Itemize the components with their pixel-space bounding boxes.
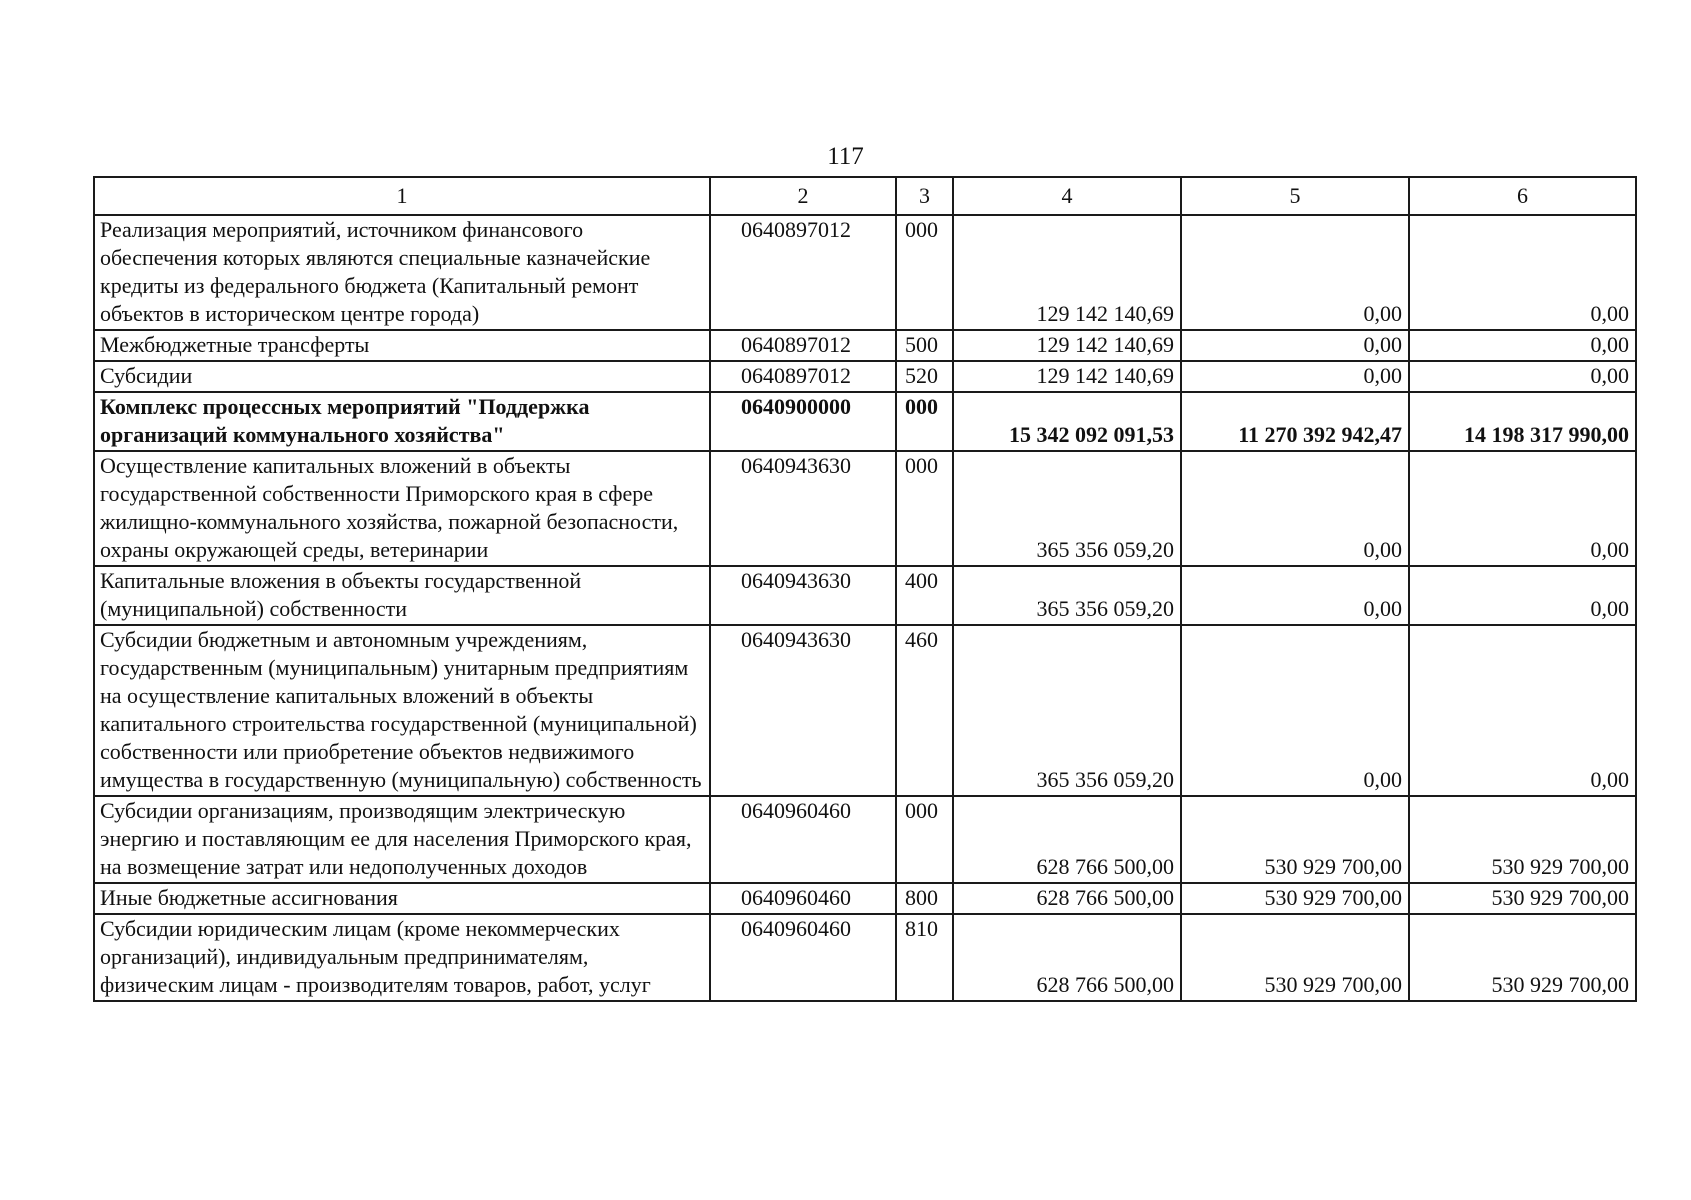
budget-table xyxy=(93,176,1637,1002)
page-number: 117 xyxy=(827,143,864,170)
row-value-6: 0,00 xyxy=(1409,625,1636,796)
row-value-5: 0,00 xyxy=(1181,330,1409,361)
row-code: 0640943630 xyxy=(710,566,896,625)
row-value-6: 530 929 700,00 xyxy=(1409,796,1636,883)
row-value-5: 0,00 xyxy=(1181,566,1409,625)
column-header: 6 xyxy=(1409,177,1636,215)
row-code: 0640897012 xyxy=(710,330,896,361)
row-value-4: 628 766 500,00 xyxy=(953,883,1181,914)
row-code: 0640900000 xyxy=(710,392,896,451)
row-type: 000 xyxy=(896,215,953,330)
table-row xyxy=(94,883,1636,914)
row-type: 810 xyxy=(896,914,953,1001)
row-value-4: 15 342 092 091,53 xyxy=(953,392,1181,451)
row-value-4: 129 142 140,69 xyxy=(953,215,1181,330)
row-type: 400 xyxy=(896,566,953,625)
row-name: Субсидии организациям, производящим электрическую энергию и поставляющим ее для населения Приморского края, на возмещение затрат или недополученных доходов xyxy=(94,796,710,883)
row-value-6: 14 198 317 990,00 xyxy=(1409,392,1636,451)
table-row xyxy=(94,361,1636,392)
row-code: 0640897012 xyxy=(710,215,896,330)
row-name: Субсидии юридическим лицам (кроме некоммерческих организаций), индивидуальным предпринимателям, физическим лицам - производителям товаров, работ, услуг xyxy=(94,914,710,1001)
row-name: Субсидии xyxy=(94,361,710,392)
row-name: Осуществление капитальных вложений в объекты государственной собственности Приморского края в сфере жилищно-коммунального хозяйства, пожарной безопасности, охраны окружающей среды, ветеринарии xyxy=(94,451,710,566)
row-code: 0640943630 xyxy=(710,451,896,566)
row-value-5: 0,00 xyxy=(1181,625,1409,796)
row-value-6: 0,00 xyxy=(1409,451,1636,566)
row-value-6: 530 929 700,00 xyxy=(1409,914,1636,1001)
row-type: 000 xyxy=(896,451,953,566)
row-value-5: 0,00 xyxy=(1181,215,1409,330)
row-value-4: 129 142 140,69 xyxy=(953,330,1181,361)
table-row xyxy=(94,566,1636,625)
row-type: 000 xyxy=(896,796,953,883)
row-code: 0640897012 xyxy=(710,361,896,392)
table-row-section-total xyxy=(94,392,1636,451)
row-type: 500 xyxy=(896,330,953,361)
column-header: 3 xyxy=(896,177,953,215)
row-name: Капитальные вложения в объекты государственной (муниципальной) собственности xyxy=(94,566,710,625)
row-value-5: 530 929 700,00 xyxy=(1181,796,1409,883)
row-name: Межбюджетные трансферты xyxy=(94,330,710,361)
row-value-4: 628 766 500,00 xyxy=(953,796,1181,883)
row-value-6: 530 929 700,00 xyxy=(1409,883,1636,914)
table-row xyxy=(94,451,1636,566)
row-type: 800 xyxy=(896,883,953,914)
row-code: 0640960460 xyxy=(710,796,896,883)
row-code: 0640960460 xyxy=(710,883,896,914)
table-row xyxy=(94,914,1636,1001)
row-value-6: 0,00 xyxy=(1409,330,1636,361)
row-value-5: 11 270 392 942,47 xyxy=(1181,392,1409,451)
row-name: Субсидии бюджетным и автономным учреждениям, государственным (муниципальным) унитарным предприятиям на осуществление капитальных вложений в объекты капитального строительства государственной (муниципальной) собственности или приобретение объектов недвижимого имущества в государственную (муниципальную) собственность xyxy=(94,625,710,796)
row-value-6: 0,00 xyxy=(1409,566,1636,625)
table-row xyxy=(94,796,1636,883)
row-code: 0640960460 xyxy=(710,914,896,1001)
row-value-5: 0,00 xyxy=(1181,361,1409,392)
column-header: 5 xyxy=(1181,177,1409,215)
table-header-row xyxy=(94,177,1636,215)
column-header: 1 xyxy=(94,177,710,215)
row-type: 000 xyxy=(896,392,953,451)
row-name: Иные бюджетные ассигнования xyxy=(94,883,710,914)
table-row xyxy=(94,215,1636,330)
row-value-4: 365 356 059,20 xyxy=(953,566,1181,625)
row-name: Комплекс процессных мероприятий "Поддержка организаций коммунального хозяйства" xyxy=(94,392,710,451)
row-name: Реализация мероприятий, источником финансового обеспечения которых являются специальные казначейские кредиты из федерального бюджета (Капитальный ремонт объектов в историческом центре города) xyxy=(94,215,710,330)
row-value-6: 0,00 xyxy=(1409,361,1636,392)
row-value-5: 0,00 xyxy=(1181,451,1409,566)
table-row xyxy=(94,625,1636,796)
row-value-5: 530 929 700,00 xyxy=(1181,914,1409,1001)
table-row xyxy=(94,330,1636,361)
row-value-5: 530 929 700,00 xyxy=(1181,883,1409,914)
row-type: 520 xyxy=(896,361,953,392)
row-value-6: 0,00 xyxy=(1409,215,1636,330)
row-value-4: 129 142 140,69 xyxy=(953,361,1181,392)
column-header: 4 xyxy=(953,177,1181,215)
row-value-4: 365 356 059,20 xyxy=(953,625,1181,796)
row-value-4: 628 766 500,00 xyxy=(953,914,1181,1001)
row-type: 460 xyxy=(896,625,953,796)
row-code: 0640943630 xyxy=(710,625,896,796)
column-header: 2 xyxy=(710,177,896,215)
row-value-4: 365 356 059,20 xyxy=(953,451,1181,566)
